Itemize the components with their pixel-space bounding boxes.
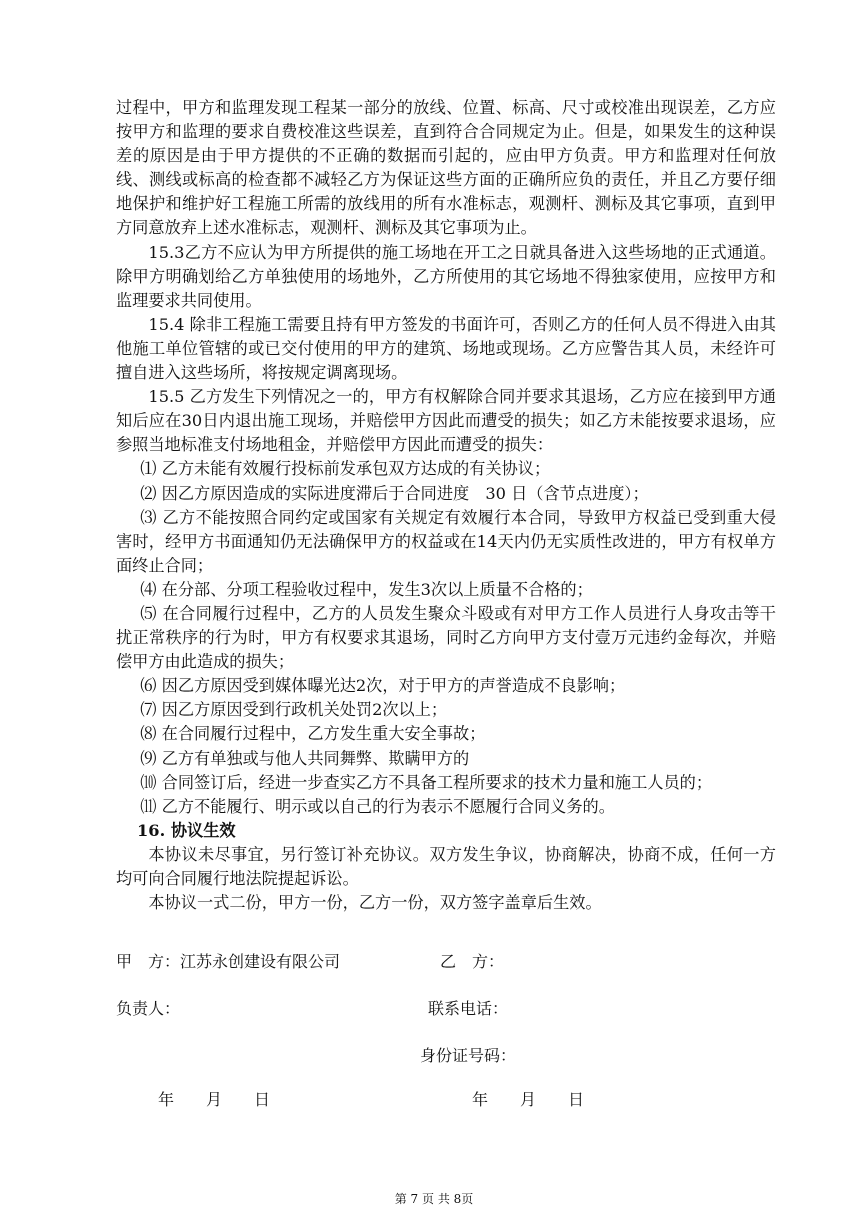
clause-15-5: 15.5 乙方发生下列情况之一的，甲方有权解除合同并要求其退场，乙方应在接到甲方通知后应在30日内退出施工现场，并赔偿甲方因此而遭受的损失；如乙方未能按要求退场，应参照当地标准支付场地租金，并赔偿甲方因此而遭受的损失： xyxy=(116,387,776,455)
party-a-label: 甲 方：江苏永创建设有限公司 xyxy=(116,952,341,971)
page-number: 第 7 页 共 8页 xyxy=(394,1192,474,1206)
list-item: ⑶ 乙方不能按照合同约定或国家有关规定有效履行本合同，导致甲方权益已受到重大侵害时，经甲方书面通知仍无法确保甲方的权益或在14天内仍无实质性改进的，甲方有权单方面终止合同； xyxy=(116,507,776,575)
list-item: ⑺ 因乙方原因受到行政机关处罚2次以上； xyxy=(140,700,448,720)
list-item: ⑷ 在分部、分项工程验收过程中，发生3次以上质量不合格的； xyxy=(140,579,593,599)
responsible-person-label: 负责人： xyxy=(116,999,181,1018)
list-item: ⑴ 乙方未能有效履行投标前发承包双方达成的有关协议； xyxy=(140,459,551,479)
list-item: ⑾ 乙方不能履行、明示或以自己的行为表示不愿履行合同义务的。 xyxy=(140,796,615,816)
id-number-label: 身份证号码： xyxy=(420,1046,517,1065)
list-item: ⑹ 因乙方原因受到媒体曝光达2次，对于甲方的声誉造成不良影响； xyxy=(140,676,626,696)
phone-label: 联系电话： xyxy=(428,999,509,1018)
list-item: ⑵ 因乙方原因造成的实际进度滞后于合同进度 30 日（含节点进度）； xyxy=(140,483,649,503)
section-heading: 16. 协议生效 xyxy=(137,820,236,840)
list-item: ⑽ 合同签订后，经进一步查实乙方不具备工程所要求的技术力量和施工人员的； xyxy=(140,772,713,792)
clause-15-4: 15.4 除非工程施工需要且持有甲方签发的书面许可，否则乙方的任何人员不得进入由其他施工单位管辖的或已交付使用的甲方的建筑、场地或现场。乙方应警告其人员，未经许可擅自进入这些场所，将按规定调离现场。 xyxy=(116,314,776,383)
date-b: 年 月 日 xyxy=(472,1090,585,1109)
contract-body xyxy=(116,96,776,915)
list-item: ⑼ 乙方有单独或与他人共同舞弊、欺瞒甲方的 xyxy=(140,748,470,768)
paragraph-continuation: 过程中，甲方和监理发现工程某一部分的放线、位置、标高、尺寸或校准出现误差，乙方应按甲方和监理的要求自费校准这些误差，直到符合合同规定为止。但是，如果发生的这种误差的原因是由于甲方提供的不正确的数据而引起的，应由甲方负责。甲方和监理对任何放线、测线或标高的检查都不减轻乙方为保证这些方面的正确所应负的责任，并且乙方要仔细地保护和维护好工程施工所需的放线用的所有水准标志，观测杆、测标及其它事项，直到甲方同意放弃上述水准标志，观测杆、测标及其它事项为止。 xyxy=(116,98,776,238)
list-item: ⑸ 在合同履行过程中，乙方的人员发生聚众斗殴或有对甲方工作人员进行人身攻击等干扰正常秩序的行为时，甲方有权要求其退场，同时乙方向甲方支付壹万元违约金每次，并赔偿甲方由此造成的损失； xyxy=(116,603,776,672)
party-b-label: 乙 方： xyxy=(440,952,505,971)
paragraph-disputes: 本协议未尽事宜，另行签订补充协议。双方发生争议，协商解决，协商不成，任何一方均可向合同履行地法院提起诉讼。 xyxy=(116,844,776,888)
clause-15-3: 15.3乙方不应认为甲方所提供的施工场地在开工之日就具备进入这些场地的正式通道。除甲方明确划给乙方单独使用的场地外，乙方所使用的其它场地不得独家使用，应按甲方和监理要求共同使用。 xyxy=(116,242,776,310)
list-item: ⑻ 在合同履行过程中，乙方发生重大安全事故； xyxy=(140,724,486,744)
date-a: 年 月 日 xyxy=(158,1090,271,1109)
paragraph-copies: 本协议一式二份，甲方一份，乙方一份，双方签字盖章后生效。 xyxy=(148,893,602,913)
